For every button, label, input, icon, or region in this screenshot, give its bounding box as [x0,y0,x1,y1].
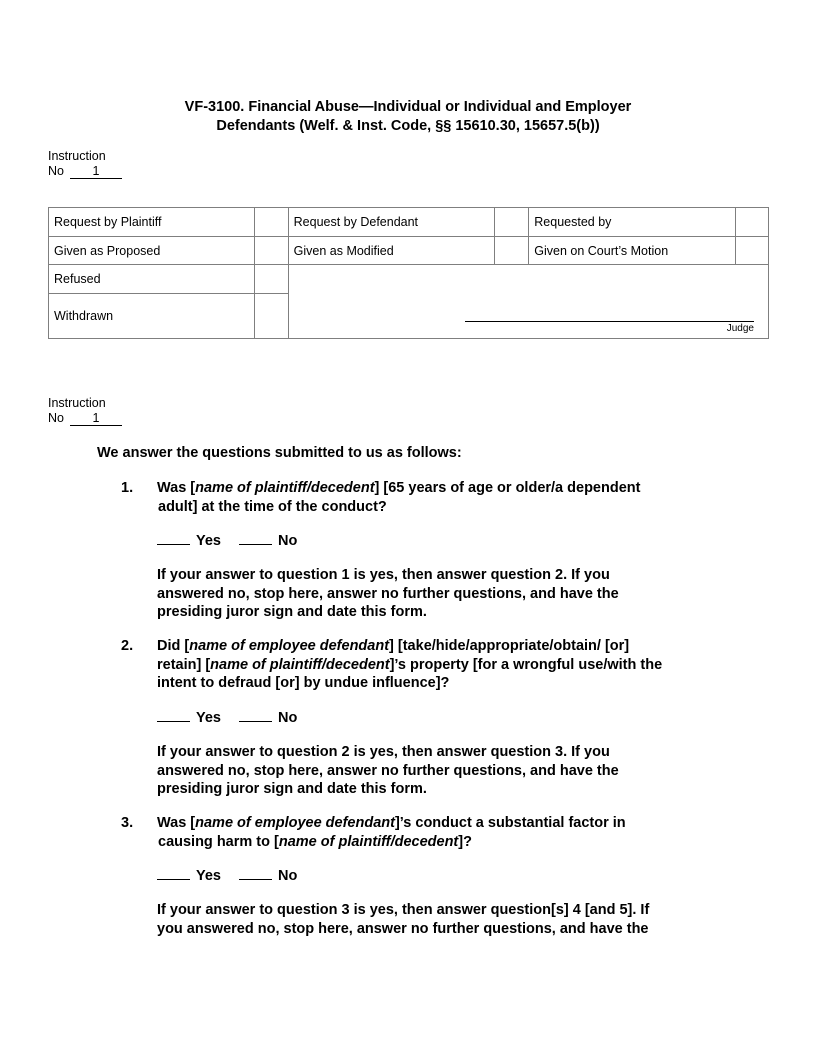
judge-label: Judge [726,323,754,334]
title-line-2: Defendants (Welf. & Inst. Code, §§ 15610.30, 15657.5(b)) [216,118,600,134]
q3-instr-line2: you answered no, stop here, answer no further questions, and have the [157,920,649,937]
q1-yes-blank[interactable] [157,532,190,545]
instruction-no-label: No [48,164,64,178]
q3-text-italic-2: name of plaintiff/decedent [278,833,459,850]
question-1-instruction [157,566,737,622]
given-as-modified-box[interactable] [495,237,529,265]
withdrawn-box[interactable] [254,294,288,339]
requested-by-label: Requested by [529,208,736,237]
q3-text-d: ]? [458,833,472,850]
q2-text-d: ]’s property [for a wrongful use/with the [389,656,663,673]
q1-instr-line1: If your answer to question 1 is yes, then answer question 2. If you [157,567,610,583]
q3-text-b: ]’s conduct a substantial factor in [394,815,626,831]
q1-yes-label: Yes [196,533,221,549]
q2-no-label: No [278,710,298,726]
instruction-label-2: Instruction [48,396,106,410]
q2-text-italic-1: name of employee defendant [189,638,390,654]
q2-text-b: ] [take/hide/appropriate/obtain/ [or] [389,638,630,654]
q3-yes-label: Yes [196,868,221,884]
q1-no-label: No [278,533,298,549]
title-line-1: VF-3100. Financial Abuse—Individual or Individual and Employer [184,99,632,115]
q2-yes-blank[interactable] [157,709,190,722]
q3-instr-line1: If your answer to question 3 is yes, then answer question[s] 4 [and 5]. If [157,902,650,918]
q3-text-a: Was [ [157,815,196,831]
question-1-text [157,479,737,516]
question-3-number: 3. [121,815,134,831]
given-as-modified-label: Given as Modified [288,237,495,265]
request-by-plaintiff-box[interactable] [254,208,288,237]
request-table [48,207,769,339]
question-3-text [157,814,737,851]
q2-text-c: retain] [ [157,656,211,673]
refused-label: Refused [49,265,255,294]
judge-signature-line[interactable] [465,321,754,322]
request-by-defendant-label: Request by Defendant [288,208,495,237]
question-1-answer [157,532,297,549]
given-on-courts-motion-box[interactable] [736,237,769,265]
question-1-number: 1. [121,480,134,496]
request-by-plaintiff-label: Request by Plaintiff [49,208,255,237]
q1-text-italic: name of plaintiff/decedent [195,480,375,496]
withdrawn-label: Withdrawn [49,294,255,339]
q2-instr-line1: If your answer to question 2 is yes, then answer question 3. If you [157,744,610,760]
instruction-number-bottom [48,396,122,426]
q3-no-blank[interactable] [239,867,272,880]
instruction-no-label-2: No [48,411,64,425]
request-by-defendant-box[interactable] [495,208,529,237]
instruction-number-value: 1 [70,165,122,179]
verdict-intro: We answer the questions submitted to us as follows: [97,445,462,461]
question-2-answer [157,709,297,726]
q2-text-italic-2: name of plaintiff/decedent [210,656,390,673]
judge-signature-area [288,265,768,339]
q2-instr-line2: answered no, stop here, answer no further questions, and have the [157,762,619,779]
q1-no-blank[interactable] [239,532,272,545]
q3-no-label: No [278,868,298,884]
given-on-courts-motion-label: Given on Court’s Motion [529,237,736,265]
question-2-text [157,637,737,693]
q2-text-line3: intent to defraud [or] by undue influence]? [157,675,450,691]
q2-no-blank[interactable] [239,709,272,722]
given-as-proposed-box[interactable] [254,237,288,265]
instruction-number-top [48,149,122,179]
question-2-number: 2. [121,638,134,654]
q1-text-line2: adult] at the time of the conduct? [158,498,387,515]
q1-instr-line3: presiding juror sign and date this form. [157,604,427,620]
q2-text-a: Did [ [157,638,190,654]
document-title [0,98,816,136]
question-2-instruction [157,743,737,799]
given-as-proposed-label: Given as Proposed [49,237,255,265]
q2-instr-line3: presiding juror sign and date this form. [157,781,427,797]
q3-yes-blank[interactable] [157,867,190,880]
q3-text-italic-1: name of employee defendant [195,815,395,831]
q1-instr-line2: answered no, stop here, answer no further questions, and have the [157,585,619,602]
requested-by-box[interactable] [736,208,769,237]
question-3-instruction [157,901,737,938]
instruction-label: Instruction [48,149,106,163]
q2-yes-label: Yes [196,710,221,726]
instruction-number-value-2: 1 [70,412,122,426]
q1-text-a: Was [ [157,480,196,496]
refused-box[interactable] [254,265,288,294]
question-3-answer [157,867,297,884]
q3-text-c: causing harm to [ [158,833,279,850]
q1-text-b: ] [65 years of age or older/a dependent [374,480,641,496]
